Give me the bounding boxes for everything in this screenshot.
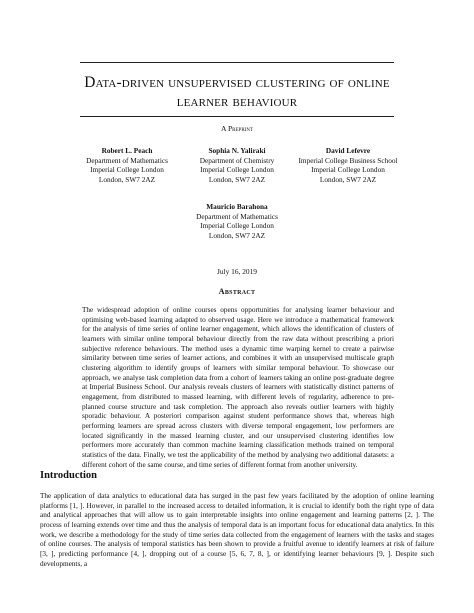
author-block-4 (162, 202, 312, 240)
title-rule-bottom (80, 116, 394, 117)
title-line-1: Data-driven unsupervised clustering of online (84, 74, 390, 91)
paper-date: July 16, 2019 (216, 267, 258, 276)
author-name: Mauricio Barahona (206, 202, 268, 211)
preprint-label: A Preprint (220, 124, 254, 133)
title-rule-top (80, 62, 394, 63)
title-line-2: learner behaviour (176, 93, 298, 110)
abstract-heading: Abstract (218, 287, 256, 296)
author-name: Robert L. Peach (101, 146, 153, 155)
author-inst: Imperial College London (200, 221, 274, 231)
author-inst: Imperial College London (200, 165, 274, 175)
paper-title (40, 73, 434, 111)
author-inst: Imperial College London (90, 165, 164, 175)
author-dept: Department of Mathematics (86, 155, 168, 165)
author-addr: London, SW7 2AZ (208, 230, 266, 240)
author-dept: Department of Mathematics (196, 211, 278, 221)
introduction-heading: Introduction (40, 470, 97, 481)
author-addr: London, SW7 2AZ (208, 174, 266, 184)
introduction-text: The application of data analytics to educational data has surged in the past few years facilitated by the adoption of online learning platforms [1, ]. However, in parallel to the increased access to detailed information, it is crucial to identify both the right type of data and analytical approaches that will allow us to gain interpretable insights into online engagement and learning patterns [2, ]. The process of learning extends over time and thus the analysis of temporal data is an important focus for educational data analytics. In this work, we describe a methodology for the study of time series data collected from the engagement of learners with the tasks and stages of online courses. The analysis of temporal statistics has been shown to provide a fruitful avenue to identify learners at risk of failure [3, ], predicting performance [4, ], dropping out of a course [5, 6, 7, 8, ], or identifying learner behaviours [9, ]. Despite such developments, a (40, 492, 434, 568)
author-inst: Imperial College London (311, 165, 385, 175)
author-block-3 (273, 146, 423, 184)
author-addr: London, SW7 2AZ (98, 174, 156, 184)
author-name: Sophia N. Yaliraki (208, 146, 266, 155)
author-addr: London, SW7 2AZ (319, 174, 377, 184)
author-dept: Imperial College Business School (298, 155, 398, 165)
abstract-text: The widespread adoption of online courses opens opportunities for analysing learner behaviour and optimising web-based learning adapted to observed usage. Here we introduce a mathematical framework for the analysis of time series of online learner engagement, which allows the identification of clusters of learners with similar online temporal behaviour directly from the raw data without prescribing a priori subjective reference behaviours. The method uses a dynamic time warping kernel to create a pairwise similarity between time series of learner actions, and combines it with an unsupervised multiscale graph clustering algorithm to identify groups of learners with similar temporal behaviour. To showcase our approach, we analyse task completion data from a cohort of learners taking an online post-graduate degree at Imperial Business School. Our analysis reveals clusters of learners with statistically distinct patterns of engagement, from distributed to massed learning, with different levels of regularity, adherence to pre-planned course structure and task completion. The approach also reveals outlier learners with highly sporadic behaviour. A posteriori comparison against student performance shows that, whereas high performing learners are spread across clusters with diverse temporal engagement, low performers are located significantly in the massed learning cluster, and our unsupervised clustering identifies low performers more accurately than common machine learning classification methods trained on temporal statistics of the data. Finally, we test the applicability of the method by analysing two additional datasets: a different cohort of the same course, and time series of different format from another university. (82, 306, 394, 469)
author-dept: Department of Chemistry (199, 155, 275, 165)
author-name: David Lefevre (325, 146, 371, 155)
